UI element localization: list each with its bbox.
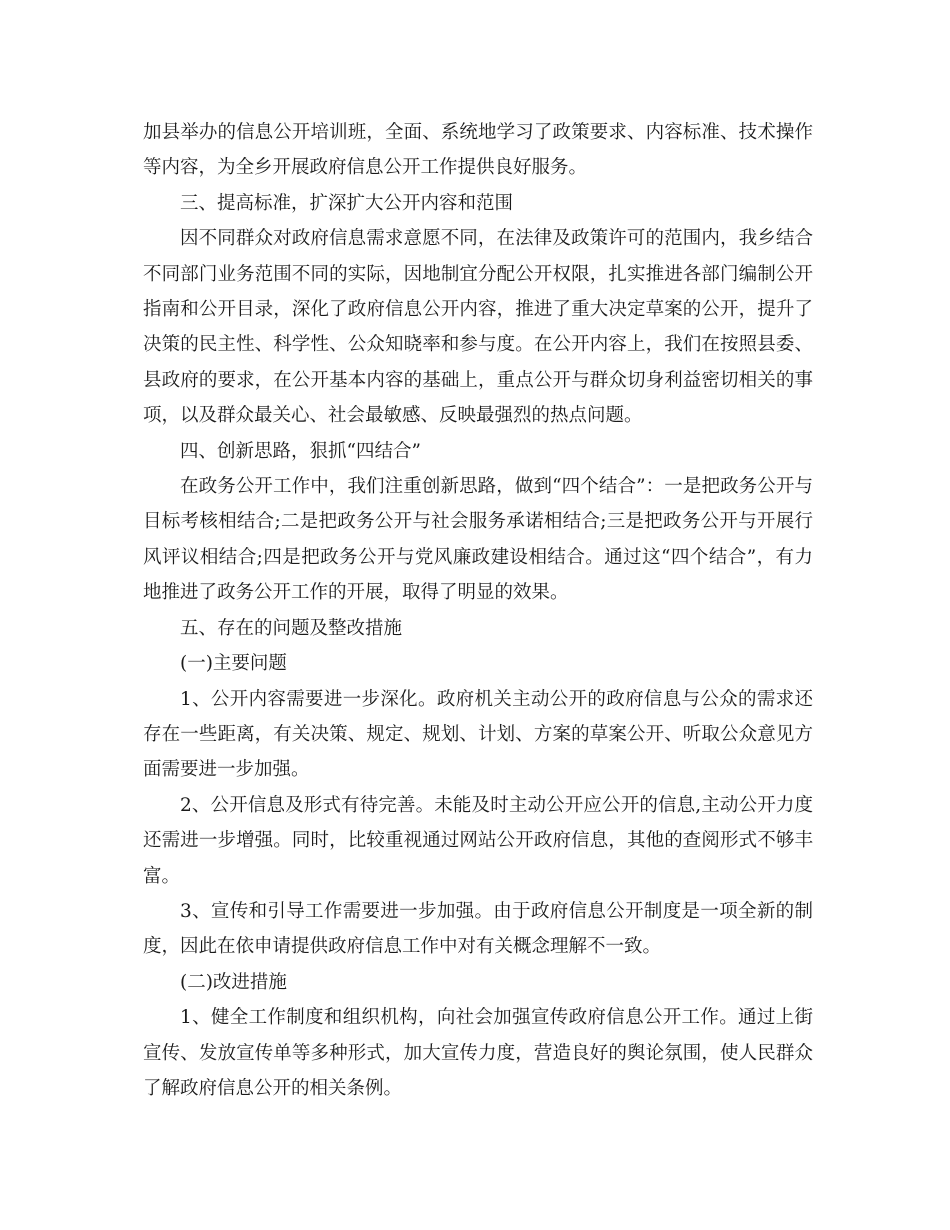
- section-heading-4: 四、创新思路，狠抓“四结合”: [180, 440, 421, 462]
- paragraph-problem-3: 3、宣传和引导工作需要进一步加强。由于政府信息公开制度是一项全新的制度，因此在依申请提供政府信息工作中对有关概念理解不一致。: [143, 900, 813, 958]
- paragraph-four-combinations: 在政务公开工作中，我们注重创新思路，做到“四个结合”：一是把政务公开与目标考核相结合;二是把政务公开与社会服务承诺相结合;三是把政务公开与开展行风评议相结合;四是把政务公开与党风廉政建设相结合。通过这“四个结合”，有力地推进了政务公开工作的开展，取得了明显的效果。: [143, 476, 813, 604]
- paragraph-improvement-1: 1、健全工作制度和组织机构，向社会加强宣传政府信息公开工作。通过上街宣传、发放宣传单等多种形式，加大宣传力度，营造良好的舆论氛围，使人民群众了解政府信息公开的相关条例。: [143, 1007, 813, 1099]
- section-heading-3: 三、提高标准，扩深扩大公开内容和范围: [180, 192, 514, 214]
- subheading-improvements: (二)改进措施: [180, 971, 287, 993]
- paragraph-problem-2: 2、公开信息及形式有待完善。未能及时主动公开应公开的信息,主动公开力度还需进一步增强。同时，比较重视通过网站公开政府信息，其他的查阅形式不够丰富。: [143, 794, 813, 887]
- paragraph-scope: 因不同群众对政府信息需求意愿不同，在法律及政策许可的范围内，我乡结合不同部门业务范围不同的实际，因地制宜分配公开权限，扎实推进各部门编制公开指南和公开目录，深化了政府信息公开内容，推进了重大决定草案的公开，提升了决策的民主性、科学性、公众知晓率和参与度。在公开内容上，我们在按照县委、县政府的要求，在公开基本内容的基础上，重点公开与群众切身利益密切相关的事项，以及群众最关心、社会最敏感、反映最强烈的热点问题。: [143, 228, 813, 427]
- subheading-main-problems: (一)主要问题: [180, 653, 287, 675]
- paragraph-problem-1: 1、公开内容需要进一步深化。政府机关主动公开的政府信息与公众的需求还存在一些距离，有关决策、规定、规划、计划、方案的草案公开、听取公众意见方面需要进一步加强。: [143, 688, 813, 781]
- document-body: [143, 115, 813, 1106]
- section-heading-5: 五、存在的问题及整改措施: [180, 617, 403, 639]
- paragraph-continuation: 加县举办的信息公开培训班，全面、系统地学习了政策要求、内容标准、技术操作等内容，为全乡开展政府信息公开工作提供良好服务。: [143, 122, 813, 179]
